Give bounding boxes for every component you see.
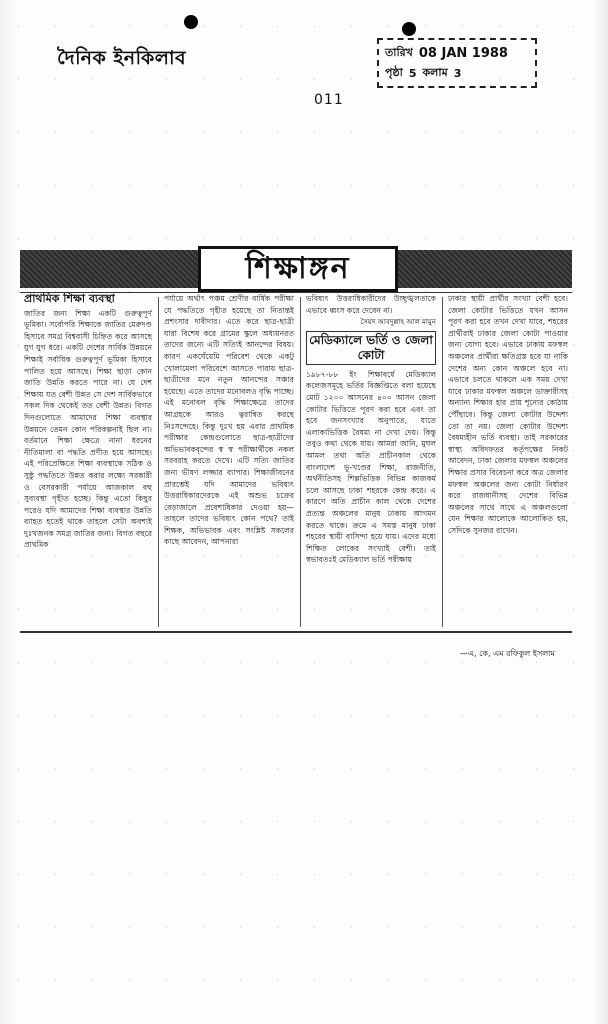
article1-column2 — [164, 293, 294, 631]
clipping-body — [20, 292, 572, 658]
article1-col3-text: ভবিষ্যৎ উত্তরাধিকারীদের উচ্ছৃঙ্খলতাকে এভাবে ধ্বংস করে দেবেন না। — [306, 294, 436, 315]
newspaper-clipping — [20, 250, 572, 658]
left-scan-edge — [0, 0, 22, 1024]
article2-heading: মেডিক্যালে ভর্তি ও জেলা কোটা — [306, 331, 436, 365]
stamp-date-label: তারিখ — [385, 45, 413, 59]
article2-col3-text: ১৯৮৭-৮৮ ইং শিক্ষাবর্ষে মেডিক্যাল কলেজসমূহে ভর্তির বিজ্ঞপ্তিতে বলা হয়েছে মোট ১২০০ আসনের ৪০০ আসন জেলা কোটার ভিত্তিতে পূরণ করা হবে এবং তা হবে জনসংখ্যার অনুপাতে, যাতে এলাকাভিত্তিক বৈষম্য না দেখা দেয়। কিন্তু তবুও কথা থেকে যায়। আমরা জানি, মুঘল আমল তথা অতি প্রাচীনকাল থেকে বাংলাদেশ ভূ-খণ্ডের শিক্ষা, রাজনীতি, অর্থনীতিসহ শিল্পভিত্তিক বিভিন্ন কাজকর্ম চলে আসছে ঢাকা শহরকে কেন্দ্র করে। এ কারণে অতি প্রাচীন কাল থেকে দেশের প্রত্যন্ত অঞ্চলের মানুষ ঢাকায় আগমন করতে থাকে। ক্রমে এ সমস্ত মানুষ ঢাকা শহরের স্থায়ী বাসিন্দা হয়ে যায়। এদের মধ্যে শিক্ষিত লোকের সংখ্যাই বেশী। তাই স্বভাবতঃই মেডিক্যাল ভর্তি পরীক্ষায় — [306, 369, 436, 565]
date-stamp — [377, 38, 537, 88]
article1-column1 — [24, 293, 152, 631]
article2-credit: —এ, কে, এম রফিকুল ইসলাম — [460, 649, 555, 658]
stamp-date-value: 08 JAN 1988 — [418, 45, 508, 61]
article2-column1 — [306, 293, 436, 631]
right-scan-edge — [590, 0, 608, 1024]
article2-col4-text: ঢাকার স্থায়ী প্রার্থীর সংখ্যা বেশী হবে। জেলা কোটার ভিত্তিতে যখন আসন পূরণ করা হবে তখন দেখা যাবে, শহরের প্রার্থীরাই ঢাকার জেলা কোটা পাওয়ার জন্য যোগ্য হবে। এভাবে ঢাকায় মফস্বল অঞ্চলের প্রার্থীরা ক্ষতিগ্রস্ত হবে যা নাকি দেশের অন্য কোন অঞ্চলে হবে না। এভাবে চলতে থাকলে এক সময় দেখা যাবে ঢাকার মফস্বল অঞ্চলে ডাক্তারীসহ অন্যান্য শিক্ষার হার প্রায় শূন্যের কোঠায় পৌঁছাবে। কিন্তু জেলা কোটার উদ্দেশ্য তো তা নয়। জেলা কোটার উদ্দেশ্য বৈষম্যহীন ভর্তি ব্যবস্থা। তাই সরকারের স্বাস্থ্য অধিদফতর কর্তৃপক্ষের নিকট আবেদন, ঢাকা জেলার মফস্বল অঞ্চলের শিক্ষার প্রসার বিবেচনা করে অত্র জেলার মফস্বল অঞ্চলের জন্য কোটা নির্ধারণ করে রাজধানীসহ দেশের বিভিন্ন অঞ্চলের সাথে সাথে এ অঞ্চলগুলো যেন শিক্ষার আলোকে আলোকিত হয়, সেদিকে সুনজর রাখেন। — [448, 294, 568, 535]
punch-hole-left — [184, 15, 198, 29]
column-rule — [158, 297, 159, 627]
page-code: 011 — [314, 92, 344, 108]
column-rule — [300, 297, 301, 627]
column-rule — [442, 297, 443, 627]
section-title: শিক্ষাঙ্গন — [198, 246, 398, 292]
stamp-page-value: 5 — [408, 66, 417, 80]
stamp-column-label: কলাম — [422, 65, 448, 79]
article2-column2 — [448, 293, 568, 605]
stamp-column-value: 3 — [453, 66, 462, 80]
article1-col1-text: জাতির জন্য শিক্ষা একটি গুরুত্বপূর্ণ ভূমিকা। সর্বোপরি শিক্ষাকে জাতির মেরুদণ্ড হিসাবে সমগ্র বিশ্ববাসী চিহ্নিত করে আসছে যুগ যুগ ধরে। একটি দেশের সার্বিক উন্নয়নে শিক্ষাই সর্বাধিক গুরুত্বপূর্ণ ভূমিকা হিসাবে পালিত হয়ে আসছে। শিক্ষা ছাড়া কোন জাতি উন্নতি করতে পারে না। যে দেশ শিক্ষায় যত বেশী উন্নত সে দেশ সার্বিকভাবে সকল দিক থেকেই তত বেশী উন্নত। বিগত দিনগুলোতে আমাদের শিক্ষা ব্যবস্থার উন্নয়নে তেমন কোন পরিকল্পনাই ছিল না। বর্তমানে শিক্ষা ক্ষেত্রে নানা ধরনের নীতিমালা বা পদ্ধতি প্রণীত হয়ে আসছে। এই পরিপ্রেক্ষিতে শিক্ষা ব্যবস্থাকে সঠিক ও সুষ্ঠু পদ্ধতিতে উন্নত করার লক্ষ্যে সরকারী ও বেসরকারী পর্যায়ে আজকাল বহু সুব্যবস্থা গৃহীত হচ্ছে। কিন্তু এতো কিছুর পরেও যদি আমাদের শিক্ষা ব্যবস্থার উন্নতি ব্যাহত হতেই থাকে তাহলে সেটা অবশ্যই দুঃখজনক সমগ্র জাতির জন্য। বিগত বছরে প্রাথমিক — [24, 308, 152, 550]
punch-hole-right — [402, 22, 416, 36]
article1-heading: প্রাথমিক শিক্ষা ব্যবস্থা — [24, 293, 115, 305]
article1-col2-text: পর্যায়ে অর্থাৎ পঞ্চম শ্রেণীর বার্ষিক পরীক্ষা যে পদ্ধতিতে গৃহীত হয়েছে তা নিতান্তই প্রশংসার দাবীদার। এতে করে ছাত্র-ছাত্রী যারা বিশেষ করে গ্রামের স্কুলে অধ্যয়নরত তাদের জন্যে এটি সত্যিই আনন্দের বিষয়। কারণ একঘেঁয়েমি পরিবেশ থেকে একটু খোলামেলা পরিবেশে আসতে পারায় ছাত্র-ছাত্রীদের মনে নতুন আনন্দের সঞ্চার হয়েছে। এতে তাদের মনোবলও বৃদ্ধি পাচ্ছে। এই মনোবল বৃদ্ধি শিক্ষাক্ষেত্রে তাদের আগ্রহকে আরও ত্বরান্বিত করছে নিঃসন্দেহে। কিন্তু দুঃখ হয় এবার প্রাথমিক পরীক্ষার কেন্দ্রগুলোতে ছাত্র-ছাত্রীদের অভিভাবকবৃন্দের স্ব স্ব পরীক্ষার্থীকে নকল সরবরাহ করতে দেখে। এটি সত্যি জাতির জন্য ভীষণ লজ্জার ব্যাপার। শিক্ষাজীবনের প্রারম্ভেই যদি আমাদের ভবিষ্যৎ উত্তরাধিকারদেরকে এই অশুভ চক্রের বেড়াজালে প্রবেশাধিকার দেওয়া হয়— তাহলে তাদের ভবিষ্যৎ কোন পথে? তাই শিক্ষক, অভিভাবক এবং সংশ্লিষ্ট সকলের কাছে আবেদন, আপনারা — [164, 294, 294, 547]
stamp-page-label: পৃষ্ঠা — [385, 65, 403, 79]
newspaper-masthead: দৈনিক ইনকিলাব — [57, 47, 187, 69]
section-banner — [20, 250, 572, 288]
article1-byline: সৈয়দ আবদুল্লাহ আল মামুন — [360, 318, 436, 327]
